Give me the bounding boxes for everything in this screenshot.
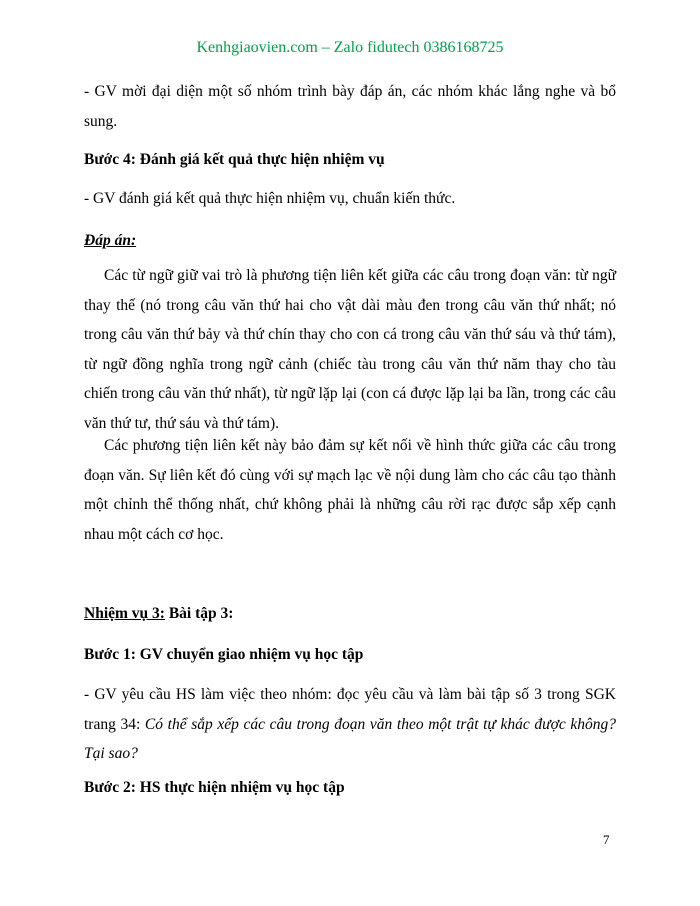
header-separator: – xyxy=(317,39,334,56)
task3-title: Bài tập 3: xyxy=(164,605,234,622)
paragraph-teacher-evaluation: - GV đánh giá kết quả thực hiện nhiệm vụ, chuẩn kiến thức. xyxy=(84,190,456,207)
answer-paragraph-1: Các từ ngữ giữ vai trò là phương tiện liên kết giữa các câu trong đoạn văn: từ ngữ thay thế (nó trong câu văn thứ hai cho vật dài màu đen trong câu văn thứ nhất; nó trong câu văn thứ bảy và thứ chín thay cho con cá trong câu văn thứ sáu và thứ tám), từ ngữ đồng nghĩa trong ngữ cảnh (chiếc tàu trong câu văn thứ năm thay cho tàu chiến trong câu văn thứ nhất), từ ngữ lặp lại (con cá được lặp lại ba lần, trong các câu văn thứ tư, thứ sáu và thứ tám). xyxy=(84,267,616,432)
header-site: Kenhgiaovien.com xyxy=(196,39,318,56)
answer-paragraph-2: Các phương tiện liên kết này bảo đảm sự kết nối về hình thức giữa các câu trong đoạn văn. Sự liên kết đó cùng với sự mạch lạc về nội dung làm cho các câu tạo thành một chỉnh thể thống nhất, chứ không phải là những câu rời rạc được sắp xếp cạnh nhau một cách cơ học. xyxy=(84,437,616,543)
paragraph-group-presentation: - GV mời đại diện một số nhóm trình bày đáp án, các nhóm khác lắng nghe và bổ sung. xyxy=(84,83,616,130)
step1-heading: Bước 1: GV chuyển giao nhiệm vụ học tập xyxy=(84,646,364,663)
step2-heading: Bước 2: HS thực hiện nhiệm vụ học tập xyxy=(84,779,345,796)
task3-heading xyxy=(84,599,616,629)
page-header xyxy=(0,39,700,57)
answer-label: Đáp án: xyxy=(84,232,137,249)
exercise-3-question: Có thể sắp xếp các câu trong đoạn văn theo một trật tự khác được không? Tại sao? xyxy=(84,715,617,762)
header-contact: Zalo fidutech 0386168725 xyxy=(333,39,504,56)
exercise-3-instruction: - GV yêu cầu HS làm việc theo nhóm: đọc yêu cầu và làm bài tập số 3 trong SGK trang 34: xyxy=(84,686,616,733)
paragraph-exercise-3 xyxy=(84,680,616,769)
step4-heading: Bước 4: Đánh giá kết quả thực hiện nhiệm vụ xyxy=(84,151,385,168)
task3-label: Nhiệm vụ 3: xyxy=(84,605,165,622)
page-number: 7 xyxy=(603,832,610,847)
